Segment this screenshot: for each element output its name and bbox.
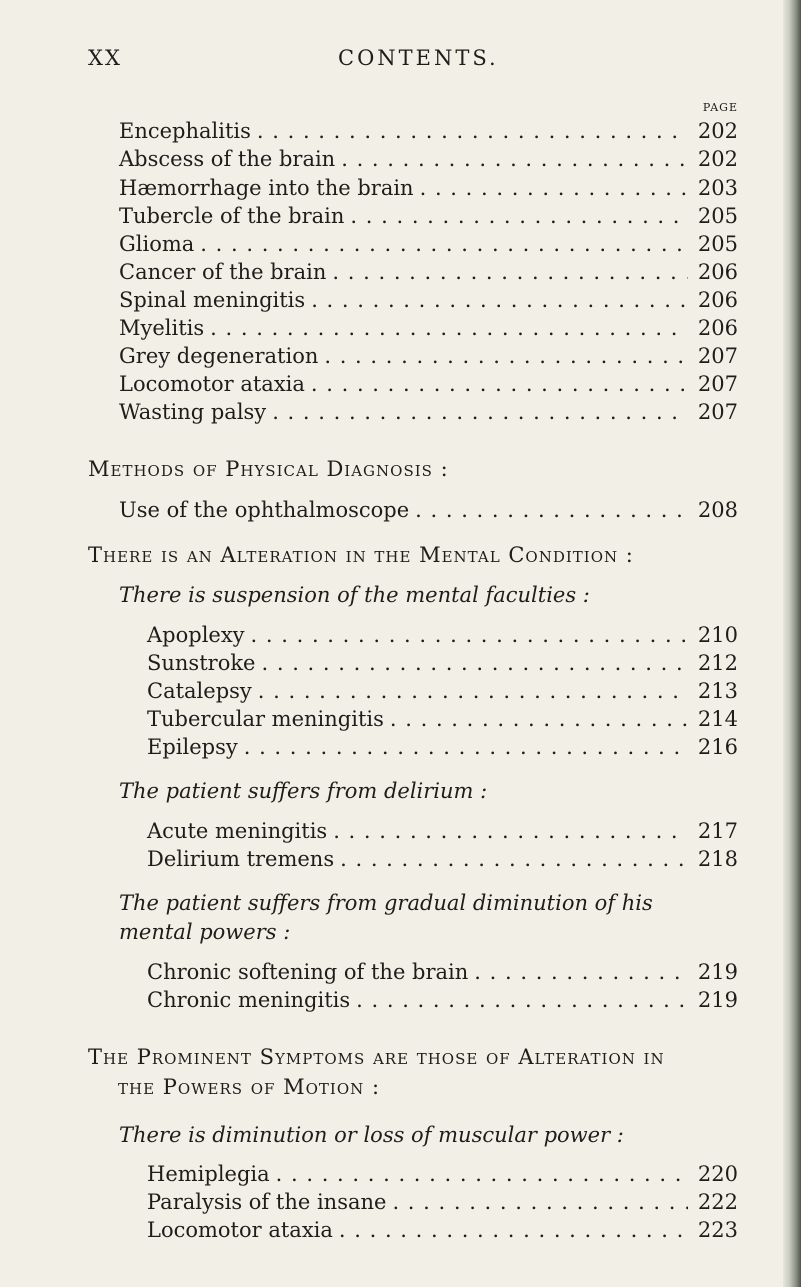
entry-label: Paralysis of the insane <box>147 1190 387 1214</box>
entry-label: Delirium tremens <box>147 847 335 871</box>
dot-leader <box>384 705 688 733</box>
toc-entry <box>119 496 738 524</box>
dot-leader <box>194 230 688 258</box>
toc-entry <box>147 845 738 873</box>
dot-leader <box>245 621 688 649</box>
toc-entry <box>147 1188 738 1216</box>
dot-leader <box>305 286 688 314</box>
dot-leader <box>305 370 688 398</box>
subsection-heading: The patient suffers from delirium : <box>119 779 488 803</box>
toc-entry <box>147 733 738 761</box>
section-heading: Methods of Physical Diagnosis : <box>88 457 449 481</box>
dot-leader <box>318 342 688 370</box>
entry-page: 210 <box>697 623 738 647</box>
toc-entry <box>119 202 738 230</box>
toc-entry <box>147 958 738 986</box>
entry-page: 203 <box>697 176 738 200</box>
toc-entry <box>119 342 738 370</box>
entry-page: 206 <box>697 316 738 340</box>
entry-page: 217 <box>697 819 738 843</box>
page-edge <box>783 0 801 1287</box>
entry-label: Abscess of the brain <box>119 147 336 171</box>
entry-label: Cancer of the brain <box>119 260 327 284</box>
entry-page: 219 <box>697 988 738 1012</box>
dot-leader <box>350 986 688 1014</box>
entry-page: 207 <box>697 400 738 424</box>
entry-label: Glioma <box>119 232 195 256</box>
dot-leader <box>414 174 688 202</box>
entry-label: Hæmorrhage into the brain <box>119 176 414 200</box>
entry-label: Sunstroke <box>147 651 256 675</box>
toc-entry <box>119 174 738 202</box>
page-column-label: PAGE <box>702 101 738 114</box>
entry-page: 202 <box>697 119 738 143</box>
entry-page: 223 <box>697 1218 738 1242</box>
entry-label: Locomotor ataxia <box>147 1218 333 1242</box>
dot-leader <box>334 845 688 873</box>
dot-leader <box>266 398 688 426</box>
entry-label: Acute meningitis <box>147 819 328 843</box>
entry-page: 213 <box>697 679 738 703</box>
entry-page: 207 <box>697 344 738 368</box>
entry-label: Encephalitis <box>119 119 251 143</box>
running-header <box>88 46 738 76</box>
toc-entry <box>119 286 738 314</box>
toc-entry <box>119 370 738 398</box>
section-heading: The Prominent Symptoms are those of Alteration in <box>88 1045 665 1069</box>
dot-leader <box>326 258 687 286</box>
entry-label: Use of the ophthalmoscope <box>119 498 410 522</box>
entry-label: Hemiplegia <box>147 1162 270 1186</box>
entry-label: Spinal meningitis <box>119 288 306 312</box>
entry-page: 206 <box>697 260 738 284</box>
entry-label: Wasting palsy <box>119 400 267 424</box>
entry-label: Chronic meningitis <box>147 988 351 1012</box>
dot-leader <box>344 202 687 230</box>
toc-entry <box>119 314 738 342</box>
entry-label: Tubercular meningitis <box>147 707 384 731</box>
section-heading: There is an Alteration in the Mental Condition : <box>88 543 634 567</box>
entry-page: 222 <box>697 1190 738 1214</box>
entry-page: 218 <box>697 847 738 871</box>
dot-leader <box>386 1188 687 1216</box>
subsection-heading: The patient suffers from gradual diminution of his <box>119 891 653 915</box>
entry-label: Locomotor ataxia <box>119 372 305 396</box>
dot-leader <box>238 733 688 761</box>
dot-leader <box>335 145 688 173</box>
toc-entry <box>147 817 738 845</box>
entry-label: Epilepsy <box>147 735 238 759</box>
toc-entry <box>119 117 738 145</box>
dot-leader <box>409 496 688 524</box>
dot-leader <box>204 314 688 342</box>
dot-leader <box>256 649 688 677</box>
entry-page: 212 <box>697 651 738 675</box>
page-number: XX <box>88 46 122 70</box>
entry-label: Chronic softening of the brain <box>147 960 469 984</box>
entry-page: 219 <box>697 960 738 984</box>
toc-entry <box>147 986 738 1014</box>
toc-entry <box>119 145 738 173</box>
page-title: CONTENTS. <box>338 46 499 70</box>
entry-page: 214 <box>697 707 738 731</box>
entry-page: 207 <box>697 372 738 396</box>
entry-page: 205 <box>697 232 738 256</box>
toc-entry <box>147 1160 738 1188</box>
toc-entry <box>147 677 738 705</box>
entry-page: 206 <box>697 288 738 312</box>
entry-page: 208 <box>697 498 738 522</box>
subsection-heading-continued: mental powers : <box>119 920 291 944</box>
entry-page: 216 <box>697 735 738 759</box>
entry-page: 220 <box>697 1162 738 1186</box>
toc-entry <box>119 258 738 286</box>
entry-label: Myelitis <box>119 316 205 340</box>
dot-leader <box>252 677 688 705</box>
toc-entry <box>119 398 738 426</box>
toc-entry <box>147 1216 738 1244</box>
dot-leader <box>333 1216 688 1244</box>
dot-leader <box>270 1160 688 1188</box>
entry-label: Grey degeneration <box>119 344 319 368</box>
dot-leader <box>468 958 688 986</box>
section-heading-continued: the Powers of Motion : <box>118 1075 381 1099</box>
subsection-heading: There is diminution or loss of muscular power : <box>119 1123 624 1147</box>
toc-entry <box>119 230 738 258</box>
toc-entry <box>147 705 738 733</box>
dot-leader <box>327 817 688 845</box>
toc-entry <box>147 649 738 677</box>
entry-page: 202 <box>697 147 738 171</box>
entry-label: Tubercle of the brain <box>119 204 345 228</box>
toc-entry <box>147 621 738 649</box>
entry-label: Apoplexy <box>147 623 245 647</box>
dot-leader <box>251 117 688 145</box>
subsection-heading: There is suspension of the mental faculties : <box>119 583 590 607</box>
entry-label: Catalepsy <box>147 679 252 703</box>
entry-page: 205 <box>697 204 738 228</box>
